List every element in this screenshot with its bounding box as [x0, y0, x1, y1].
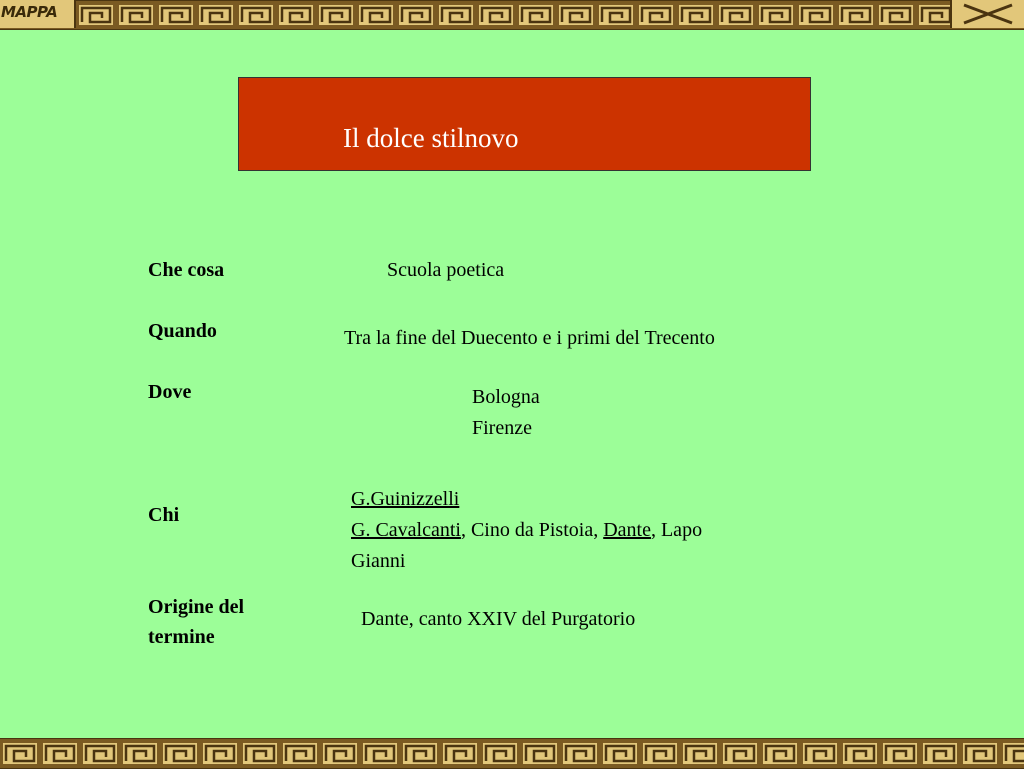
greek-key-tile	[519, 5, 553, 25]
greek-key-tile	[363, 743, 397, 764]
greek-key-tile	[883, 743, 917, 764]
value-dove-firenze: Firenze	[472, 417, 532, 439]
close-x-icon	[960, 2, 1016, 26]
greek-key-tile	[199, 5, 233, 25]
greek-key-tile	[83, 743, 117, 764]
value-chi-line-3: Gianni	[351, 550, 406, 572]
greek-key-pattern	[0, 739, 1024, 768]
greek-key-tile	[359, 5, 393, 25]
greek-key-tile	[123, 743, 157, 764]
greek-key-tile	[163, 743, 197, 764]
label-origine-line-1: Origine del	[148, 596, 245, 618]
label-che-cosa: Che cosa	[148, 259, 225, 281]
greek-key-tile	[683, 743, 717, 764]
greek-key-tile	[763, 743, 797, 764]
greek-key-tile	[119, 5, 153, 25]
mappa-label: MAPPA	[1, 3, 58, 21]
value-quando: Tra la fine del Duecento e i primi del Trecento	[344, 327, 715, 349]
greek-key-tile	[283, 743, 317, 764]
greek-key-tile	[403, 743, 437, 764]
greek-key-tile	[643, 743, 677, 764]
greek-key-tile	[723, 743, 757, 764]
greek-key-tile	[523, 743, 557, 764]
label-dove: Dove	[148, 381, 192, 403]
greek-key-tile	[923, 743, 957, 764]
value-chi-line-2	[351, 515, 702, 546]
link-dante[interactable]: Dante	[603, 519, 651, 541]
greek-key-tile	[483, 743, 517, 764]
mappa-home-button[interactable]	[0, 0, 76, 28]
greek-key-tile	[919, 5, 953, 25]
greek-key-tile	[239, 5, 273, 25]
label-origine-line-2: termine	[148, 626, 215, 648]
greek-key-tile	[79, 5, 113, 25]
greek-key-tile	[159, 5, 193, 25]
label-quando: Quando	[148, 320, 217, 342]
greek-key-tile	[3, 743, 37, 764]
greek-key-tile	[43, 743, 77, 764]
value-che-cosa: Scuola poetica	[387, 259, 505, 281]
close-button[interactable]	[950, 0, 1024, 28]
title-box	[238, 77, 811, 171]
greek-key-tile	[719, 5, 753, 25]
greek-key-tile	[323, 743, 357, 764]
value-origine: Dante, canto XXIV del Purgatorio	[361, 608, 636, 630]
greek-key-tile	[639, 5, 673, 25]
greek-key-tile	[603, 743, 637, 764]
greek-key-tile	[679, 5, 713, 25]
greek-key-tile	[319, 5, 353, 25]
top-greek-key-border	[0, 0, 1024, 30]
greek-key-tile	[839, 5, 873, 25]
greek-key-tile	[879, 5, 913, 25]
text-cino: , Cino da Pistoia,	[460, 519, 604, 541]
greek-key-tile	[243, 743, 277, 764]
text-lapo: , Lapo	[650, 519, 703, 541]
greek-key-tile	[1003, 743, 1024, 764]
greek-key-tile	[443, 743, 477, 764]
value-dove-bologna: Bologna	[472, 386, 540, 408]
greek-key-tile	[843, 743, 877, 764]
greek-key-tile	[599, 5, 633, 25]
page-title: Il dolce stilnovo	[343, 123, 519, 153]
greek-key-tile	[203, 743, 237, 764]
link-cavalcanti[interactable]: G. Cavalcanti	[351, 519, 461, 541]
greek-key-tile	[399, 5, 433, 25]
greek-key-tile	[963, 743, 997, 764]
link-guinizzelli[interactable]: G.Guinizzelli	[351, 488, 460, 510]
greek-key-tile	[803, 743, 837, 764]
greek-key-tile	[559, 5, 593, 25]
greek-key-tile	[279, 5, 313, 25]
bottom-greek-key-border	[0, 738, 1024, 769]
greek-key-tile	[439, 5, 473, 25]
greek-key-pattern	[0, 1, 1024, 29]
greek-key-tile	[563, 743, 597, 764]
greek-key-tile	[759, 5, 793, 25]
label-chi: Chi	[148, 504, 180, 526]
value-chi-line-1	[351, 484, 459, 515]
greek-key-tile	[479, 5, 513, 25]
greek-key-tile	[799, 5, 833, 25]
